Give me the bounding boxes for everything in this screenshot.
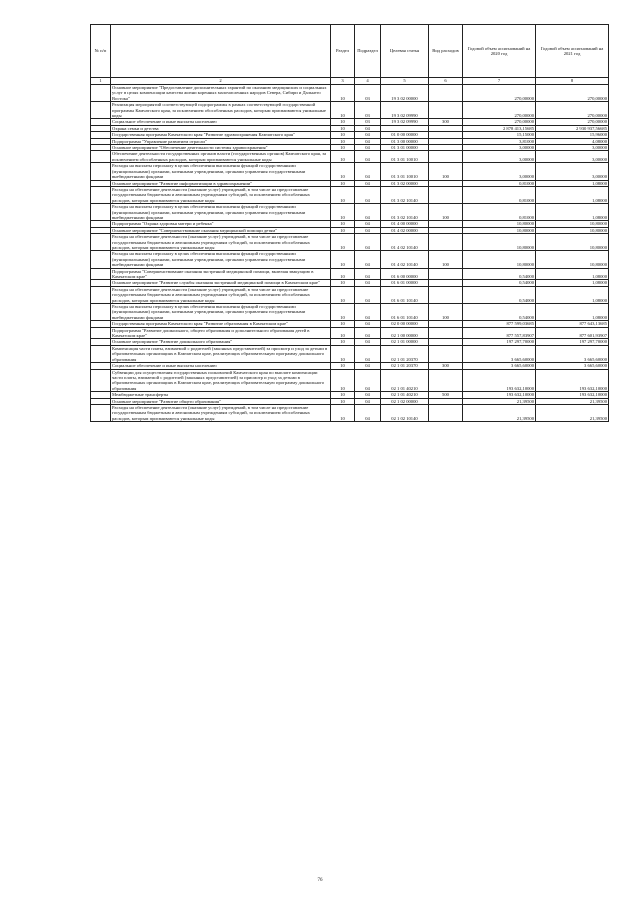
- cell-target-article: 01 3 01 10010: [381, 151, 429, 163]
- cell-target-article: 19 3 02 09990: [381, 102, 429, 119]
- cell-amount-2020: 10,80000: [463, 234, 536, 251]
- cell-target-article: 01 0 00 00000: [381, 132, 429, 138]
- cell-amount-2021: 10,80000: [536, 251, 609, 268]
- cell-amount-2021: 193 632,10000: [536, 369, 609, 392]
- cell-podrazdel: 03: [355, 119, 381, 125]
- header-target-article: Целевая статья: [381, 25, 429, 78]
- cell-num: [91, 186, 111, 203]
- column-number: 7: [463, 78, 536, 85]
- cell-name: Государственная программа Камчатского края "Развитие образования в Камчатском крае": [111, 321, 331, 327]
- cell-target-article: 02 1 01 40210: [381, 369, 429, 392]
- cell-num: [91, 204, 111, 221]
- cell-amount-2021: 3,00000: [536, 151, 609, 163]
- cell-num: [91, 345, 111, 362]
- table-row: [91, 186, 609, 203]
- cell-razdel: 10: [331, 151, 355, 163]
- cell-amount-2021: 10,80000: [536, 227, 609, 233]
- cell-amount-2020: 0,81000: [463, 186, 536, 203]
- cell-name: Основное мероприятие "Развитие общего образования": [111, 398, 331, 404]
- cell-amount-2020: 877 557,83907: [463, 327, 536, 339]
- cell-razdel: 10: [331, 339, 355, 345]
- cell-amount-2021: 10,80000: [536, 234, 609, 251]
- cell-amount-2020: 0,81000: [463, 180, 536, 186]
- cell-podrazdel: 04: [355, 221, 381, 227]
- cell-razdel: 10: [331, 145, 355, 151]
- cell-amount-2021: 197 297,70000: [536, 339, 609, 345]
- cell-target-article: 01 4 02 00000: [381, 227, 429, 233]
- table-row: [91, 345, 609, 362]
- cell-podrazdel: 04: [355, 339, 381, 345]
- cell-razdel: 10: [331, 280, 355, 286]
- cell-amount-2021: 193 632,10000: [536, 392, 609, 398]
- cell-amount-2021: 270,00000: [536, 119, 609, 125]
- column-number: 3: [331, 78, 355, 85]
- cell-amount-2021: 21,39500: [536, 398, 609, 404]
- cell-razdel: 10: [331, 251, 355, 268]
- cell-amount-2021: 10,80000: [536, 221, 609, 227]
- table-row: [91, 204, 609, 221]
- cell-razdel: 10: [331, 102, 355, 119]
- cell-razdel: 10: [331, 85, 355, 102]
- cell-target-article: 01 3 02 10140: [381, 204, 429, 221]
- cell-razdel: 10: [331, 345, 355, 362]
- cell-amount-2021: 3,00000: [536, 145, 609, 151]
- table-row: [91, 102, 609, 119]
- cell-num: [91, 268, 111, 280]
- cell-amount-2020: 0,54000: [463, 304, 536, 321]
- column-number: 4: [355, 78, 381, 85]
- cell-razdel: 10: [331, 392, 355, 398]
- cell-amount-2021: 1,08000: [536, 304, 609, 321]
- table-header-row: [91, 25, 609, 78]
- cell-razdel: 10: [331, 125, 355, 131]
- cell-name: Подпрограмма "Развитие дошкольного, общего образования и дополнительного образования детей в Камчатском крае": [111, 327, 331, 339]
- cell-amount-2020: 877 599,03685: [463, 321, 536, 327]
- cell-podrazdel: 03: [355, 102, 381, 119]
- cell-name: Основное мероприятие "Развитие службы оказания экстренной медицинской помощи в Камчатском крае": [111, 280, 331, 286]
- cell-razdel: 10: [331, 204, 355, 221]
- cell-num: [91, 151, 111, 163]
- cell-target-article: 01 4 00 00000: [381, 221, 429, 227]
- cell-podrazdel: 04: [355, 392, 381, 398]
- cell-amount-2021: 877 601,93907: [536, 327, 609, 339]
- header-num: № п/п: [91, 25, 111, 78]
- header-amount-2021: Годовой объем ассигнований на 2021 год: [536, 25, 609, 78]
- cell-razdel: 10: [331, 321, 355, 327]
- cell-name: Основное мероприятие "Развитие дошкольного образования": [111, 339, 331, 345]
- cell-name: Основное мероприятие "Развитие информатизации в здравоохранении": [111, 180, 331, 186]
- column-number: 6: [429, 78, 463, 85]
- cell-name: Социальное обеспечение и иные выплаты населению: [111, 363, 331, 369]
- cell-name: Расходы на обеспечение деятельности (оказание услуг) учреждений, в том числе на предоставление государственным бюджетным и автономным учреждениям субсидий, за исключением обособленных расходов, которым присваиваются уникальные коды: [111, 186, 331, 203]
- cell-amount-2020: 10,80000: [463, 227, 536, 233]
- cell-razdel: 10: [331, 234, 355, 251]
- cell-razdel: 10: [331, 227, 355, 233]
- cell-expense-type: [429, 186, 463, 203]
- cell-amount-2020: 193 632,10000: [463, 369, 536, 392]
- cell-num: [91, 251, 111, 268]
- cell-podrazdel: 04: [355, 163, 381, 180]
- cell-podrazdel: 04: [355, 234, 381, 251]
- cell-podrazdel: 04: [355, 345, 381, 362]
- cell-name: Расходы на обеспечение деятельности (оказание услуг) учреждений, в том числе на предоставление государственным бюджетным и автономным учреждениям субсидий, за исключением обособленных расходов, которым присваиваются уникальные коды: [111, 234, 331, 251]
- cell-razdel: 10: [331, 286, 355, 303]
- cell-amount-2020: 2 878 413,15685: [463, 125, 536, 131]
- cell-podrazdel: 04: [355, 251, 381, 268]
- cell-target-article: 01 3 00 00000: [381, 138, 429, 144]
- cell-target-article: 01 6 00 00000: [381, 268, 429, 280]
- cell-amount-2020: 3,81000: [463, 138, 536, 144]
- cell-target-article: 01 4 02 10140: [381, 234, 429, 251]
- cell-amount-2021: 877 643,13685: [536, 321, 609, 327]
- cell-amount-2021: 15,96000: [536, 132, 609, 138]
- cell-podrazdel: 04: [355, 304, 381, 321]
- cell-amount-2020: 3,00000: [463, 163, 536, 180]
- cell-name: Подпрограмма "Совершенствование оказания экстренной медицинской помощи, включая эвакуацию в Камчатском крае": [111, 268, 331, 280]
- cell-podrazdel: 04: [355, 268, 381, 280]
- cell-target-article: 01 6 01 10140: [381, 286, 429, 303]
- table-row: [91, 163, 609, 180]
- cell-amount-2020: 21,39500: [463, 398, 536, 404]
- table-row: [91, 251, 609, 268]
- cell-amount-2021: 1,08000: [536, 204, 609, 221]
- table-row: [91, 268, 609, 280]
- cell-num: [91, 85, 111, 102]
- table-row: [91, 327, 609, 339]
- cell-target-article: 02 0 00 00000: [381, 321, 429, 327]
- cell-name: Подпрограмма "Охрана здоровья матери и ребенка": [111, 221, 331, 227]
- cell-num: [91, 304, 111, 321]
- cell-target-article: 01 6 01 00000: [381, 280, 429, 286]
- cell-amount-2020: 3,00000: [463, 145, 536, 151]
- cell-podrazdel: 04: [355, 327, 381, 339]
- cell-num: [91, 102, 111, 119]
- cell-podrazdel: 04: [355, 138, 381, 144]
- cell-razdel: 10: [331, 398, 355, 404]
- cell-amount-2021: 270,00000: [536, 102, 609, 119]
- cell-podrazdel: 04: [355, 398, 381, 404]
- cell-expense-type: 100: [429, 251, 463, 268]
- cell-podrazdel: 04: [355, 125, 381, 131]
- cell-target-article: 01 6 01 10140: [381, 304, 429, 321]
- cell-expense-type: 300: [429, 363, 463, 369]
- cell-amount-2021: 3 665,60000: [536, 363, 609, 369]
- cell-amount-2020: 193 632,10000: [463, 392, 536, 398]
- page-number: 76: [317, 878, 323, 883]
- cell-amount-2021: 1,08000: [536, 180, 609, 186]
- cell-amount-2020: 0,81000: [463, 204, 536, 221]
- cell-target-article: 01 3 02 10140: [381, 186, 429, 203]
- cell-podrazdel: 04: [355, 321, 381, 327]
- cell-podrazdel: 04: [355, 180, 381, 186]
- cell-target-article: 01 3 01 00000: [381, 145, 429, 151]
- cell-target-article: 19 3 02 09990: [381, 119, 429, 125]
- cell-razdel: 10: [331, 132, 355, 138]
- table-row: [91, 234, 609, 251]
- cell-podrazdel: 04: [355, 404, 381, 421]
- cell-name: Государственная программа Камчатского края "Развитие здравоохранения Камчатского края": [111, 132, 331, 138]
- cell-razdel: 10: [331, 138, 355, 144]
- header-expense-type: Вид расходов: [429, 25, 463, 78]
- budget-table: [90, 24, 609, 422]
- column-number: 1: [91, 78, 111, 85]
- cell-amount-2021: 1,08000: [536, 286, 609, 303]
- cell-podrazdel: 04: [355, 227, 381, 233]
- cell-amount-2021: 2 930 937,56685: [536, 125, 609, 131]
- cell-razdel: 10: [331, 369, 355, 392]
- cell-name: Субвенции для осуществления государственных полномочий Камчатского края по выплате компенсации части платы, взимаемой с родителей (законных представителей) за присмотр и уход за детьми в образовательных организациях в Камчатском крае, реализующих образовательную программу дошкольного образования: [111, 369, 331, 392]
- cell-amount-2021: 1,08000: [536, 268, 609, 280]
- table-row: [91, 404, 609, 421]
- cell-target-article: 19 3 02 00000: [381, 85, 429, 102]
- cell-num: [91, 369, 111, 392]
- cell-expense-type: 100: [429, 163, 463, 180]
- column-number: 2: [111, 78, 331, 85]
- cell-num: [91, 327, 111, 339]
- cell-expense-type: 500: [429, 392, 463, 398]
- cell-target-article: 02 1 02 10140: [381, 404, 429, 421]
- cell-amount-2020: 270,00000: [463, 102, 536, 119]
- cell-amount-2021: 3 665,60000: [536, 345, 609, 362]
- cell-name: Расходы на обеспечение деятельности (оказание услуг) учреждений, в том числе на предоставление государственным бюджетным и автономным учреждениям субсидий, за исключением обособленных расходов, которым присваиваются уникальные коды: [111, 404, 331, 421]
- header-name: [111, 25, 331, 78]
- cell-target-article: 02 1 01 40210: [381, 392, 429, 398]
- cell-num: [91, 234, 111, 251]
- cell-razdel: 10: [331, 119, 355, 125]
- cell-amount-2021: 3,00000: [536, 163, 609, 180]
- cell-podrazdel: 04: [355, 280, 381, 286]
- cell-amount-2020: 10,80000: [463, 221, 536, 227]
- cell-target-article: 01 3 01 10010: [381, 163, 429, 180]
- cell-expense-type: [429, 345, 463, 362]
- cell-target-article: 02 1 00 00000: [381, 327, 429, 339]
- cell-name: Расходы на выплаты персоналу в целях обеспечения выполнения функций государственными (муниципальными) органами, казенными учреждениями, органами управления государственными внебюджетными фондами: [111, 204, 331, 221]
- cell-name: Расходы на выплаты персоналу в целях обеспечения выполнения функций государственными (муниципальными) органами, казенными учреждениями, органами управления государственными внебюджетными фондами: [111, 304, 331, 321]
- cell-amount-2020: 3 665,60000: [463, 363, 536, 369]
- cell-name: Основное мероприятие "Обеспечение деятельности системы здравоохранения": [111, 145, 331, 151]
- cell-name: Подпрограмма "Управление развитием отрасли": [111, 138, 331, 144]
- cell-razdel: 10: [331, 180, 355, 186]
- cell-expense-type: [429, 268, 463, 280]
- cell-amount-2021: 21,39500: [536, 404, 609, 421]
- cell-razdel: 10: [331, 221, 355, 227]
- cell-razdel: 10: [331, 327, 355, 339]
- cell-expense-type: [429, 102, 463, 119]
- cell-name: Компенсация части платы, взимаемой с родителей (законных представителей) за присмотр и уход за детьми в образовательных организациях в Камчатском крае, реализующих образовательную программу дошкольного образования: [111, 345, 331, 362]
- cell-num: [91, 404, 111, 421]
- cell-podrazdel: 04: [355, 286, 381, 303]
- table-row: [91, 85, 609, 102]
- cell-amount-2020: 270,00000: [463, 119, 536, 125]
- cell-podrazdel: 04: [355, 363, 381, 369]
- table-row: [91, 286, 609, 303]
- cell-razdel: 10: [331, 304, 355, 321]
- cell-razdel: 10: [331, 186, 355, 203]
- cell-name: Социальное обеспечение и иные выплаты населению: [111, 119, 331, 125]
- cell-expense-type: [429, 404, 463, 421]
- cell-target-article: 02 1 01 20370: [381, 345, 429, 362]
- cell-expense-type: 100: [429, 204, 463, 221]
- cell-name: Расходы на выплаты персоналу в целях обеспечения выполнения функций государственными (муниципальными) органами, казенными учреждениями, органами управления государственными внебюджетными фондами: [111, 251, 331, 268]
- cell-expense-type: [429, 327, 463, 339]
- cell-expense-type: 100: [429, 304, 463, 321]
- cell-amount-2020: 0,54000: [463, 286, 536, 303]
- column-number: 8: [536, 78, 609, 85]
- cell-expense-type: [429, 369, 463, 392]
- cell-podrazdel: 04: [355, 369, 381, 392]
- cell-amount-2020: 0,54000: [463, 268, 536, 280]
- cell-podrazdel: 04: [355, 132, 381, 138]
- cell-razdel: 10: [331, 404, 355, 421]
- cell-expense-type: [429, 234, 463, 251]
- cell-name: Основное мероприятие "Совершенствование оказания медицинской помощи детям": [111, 227, 331, 233]
- cell-amount-2020: 270,00000: [463, 85, 536, 102]
- cell-podrazdel: 03: [355, 85, 381, 102]
- cell-amount-2020: 10,80000: [463, 251, 536, 268]
- cell-podrazdel: 04: [355, 145, 381, 151]
- cell-expense-type: 300: [429, 119, 463, 125]
- cell-amount-2020: 197 297,70000: [463, 339, 536, 345]
- cell-target-article: 02 1 01 20370: [381, 363, 429, 369]
- header-razdel: Раздел: [331, 25, 355, 78]
- table-row: [91, 304, 609, 321]
- header-amount-2020: Годовой объем ассигнований на 2020 год: [463, 25, 536, 78]
- cell-target-article: 02 1 01 00000: [381, 339, 429, 345]
- cell-podrazdel: 04: [355, 204, 381, 221]
- cell-amount-2020: 3,00000: [463, 151, 536, 163]
- cell-amount-2020: 0,54000: [463, 280, 536, 286]
- cell-amount-2020: 21,39500: [463, 404, 536, 421]
- cell-amount-2021: 1,08000: [536, 280, 609, 286]
- cell-expense-type: [429, 151, 463, 163]
- cell-expense-type: [429, 286, 463, 303]
- column-number-row: [91, 78, 609, 85]
- cell-name: Реализация мероприятий соответствующей подпрограммы в рамках соответствующей государственной программы Камчатского края, за исключением обособленных расходов, которым присваиваются уникальные коды: [111, 102, 331, 119]
- cell-name: Расходы на выплаты персоналу в целях обеспечения выполнения функций государственными (муниципальными) органами, казенными учреждениями, органами управления государственными внебюджетными фондами: [111, 163, 331, 180]
- table-row: [91, 369, 609, 392]
- cell-num: [91, 286, 111, 303]
- cell-name: Обеспечение деятельности государственных органов власти (государственных органов) Камчатского края, за исключением обособленных расходов, которым присваиваются уникальные коды: [111, 151, 331, 163]
- cell-amount-2021: 270,00000: [536, 85, 609, 102]
- budget-table-sheet: [90, 24, 608, 422]
- cell-target-article: 01 3 02 00000: [381, 180, 429, 186]
- cell-razdel: 10: [331, 363, 355, 369]
- header-podrazdel: Подраздел: [355, 25, 381, 78]
- cell-podrazdel: 04: [355, 151, 381, 163]
- cell-name: Межбюджетные трансферты: [111, 392, 331, 398]
- cell-amount-2020: 15,15000: [463, 132, 536, 138]
- table-row: [91, 151, 609, 163]
- cell-razdel: 10: [331, 268, 355, 280]
- column-number: 5: [381, 78, 429, 85]
- cell-amount-2020: 3 665,60000: [463, 345, 536, 362]
- cell-num: [91, 163, 111, 180]
- cell-podrazdel: 04: [355, 186, 381, 203]
- cell-razdel: 10: [331, 163, 355, 180]
- cell-amount-2021: 1,08000: [536, 186, 609, 203]
- cell-target-article: 01 4 02 10140: [381, 251, 429, 268]
- cell-name: Основное мероприятие "Предоставление дополнительных гарантий по оказанию медицинских и социальных услуг в целях компенсации качества жизни коренных малочисленных народов Севера, Сибири и Дальнего Востока": [111, 85, 331, 102]
- cell-name: Охрана семьи и детства: [111, 125, 331, 131]
- cell-expense-type: [429, 85, 463, 102]
- cell-amount-2021: 4,08000: [536, 138, 609, 144]
- cell-target-article: 02 1 02 00000: [381, 398, 429, 404]
- cell-name: Расходы на обеспечение деятельности (оказание услуг) учреждений, в том числе на предоставление государственным бюджетным и автономным учреждениям субсидий, за исключением обособленных расходов, которым присваиваются уникальные коды: [111, 286, 331, 303]
